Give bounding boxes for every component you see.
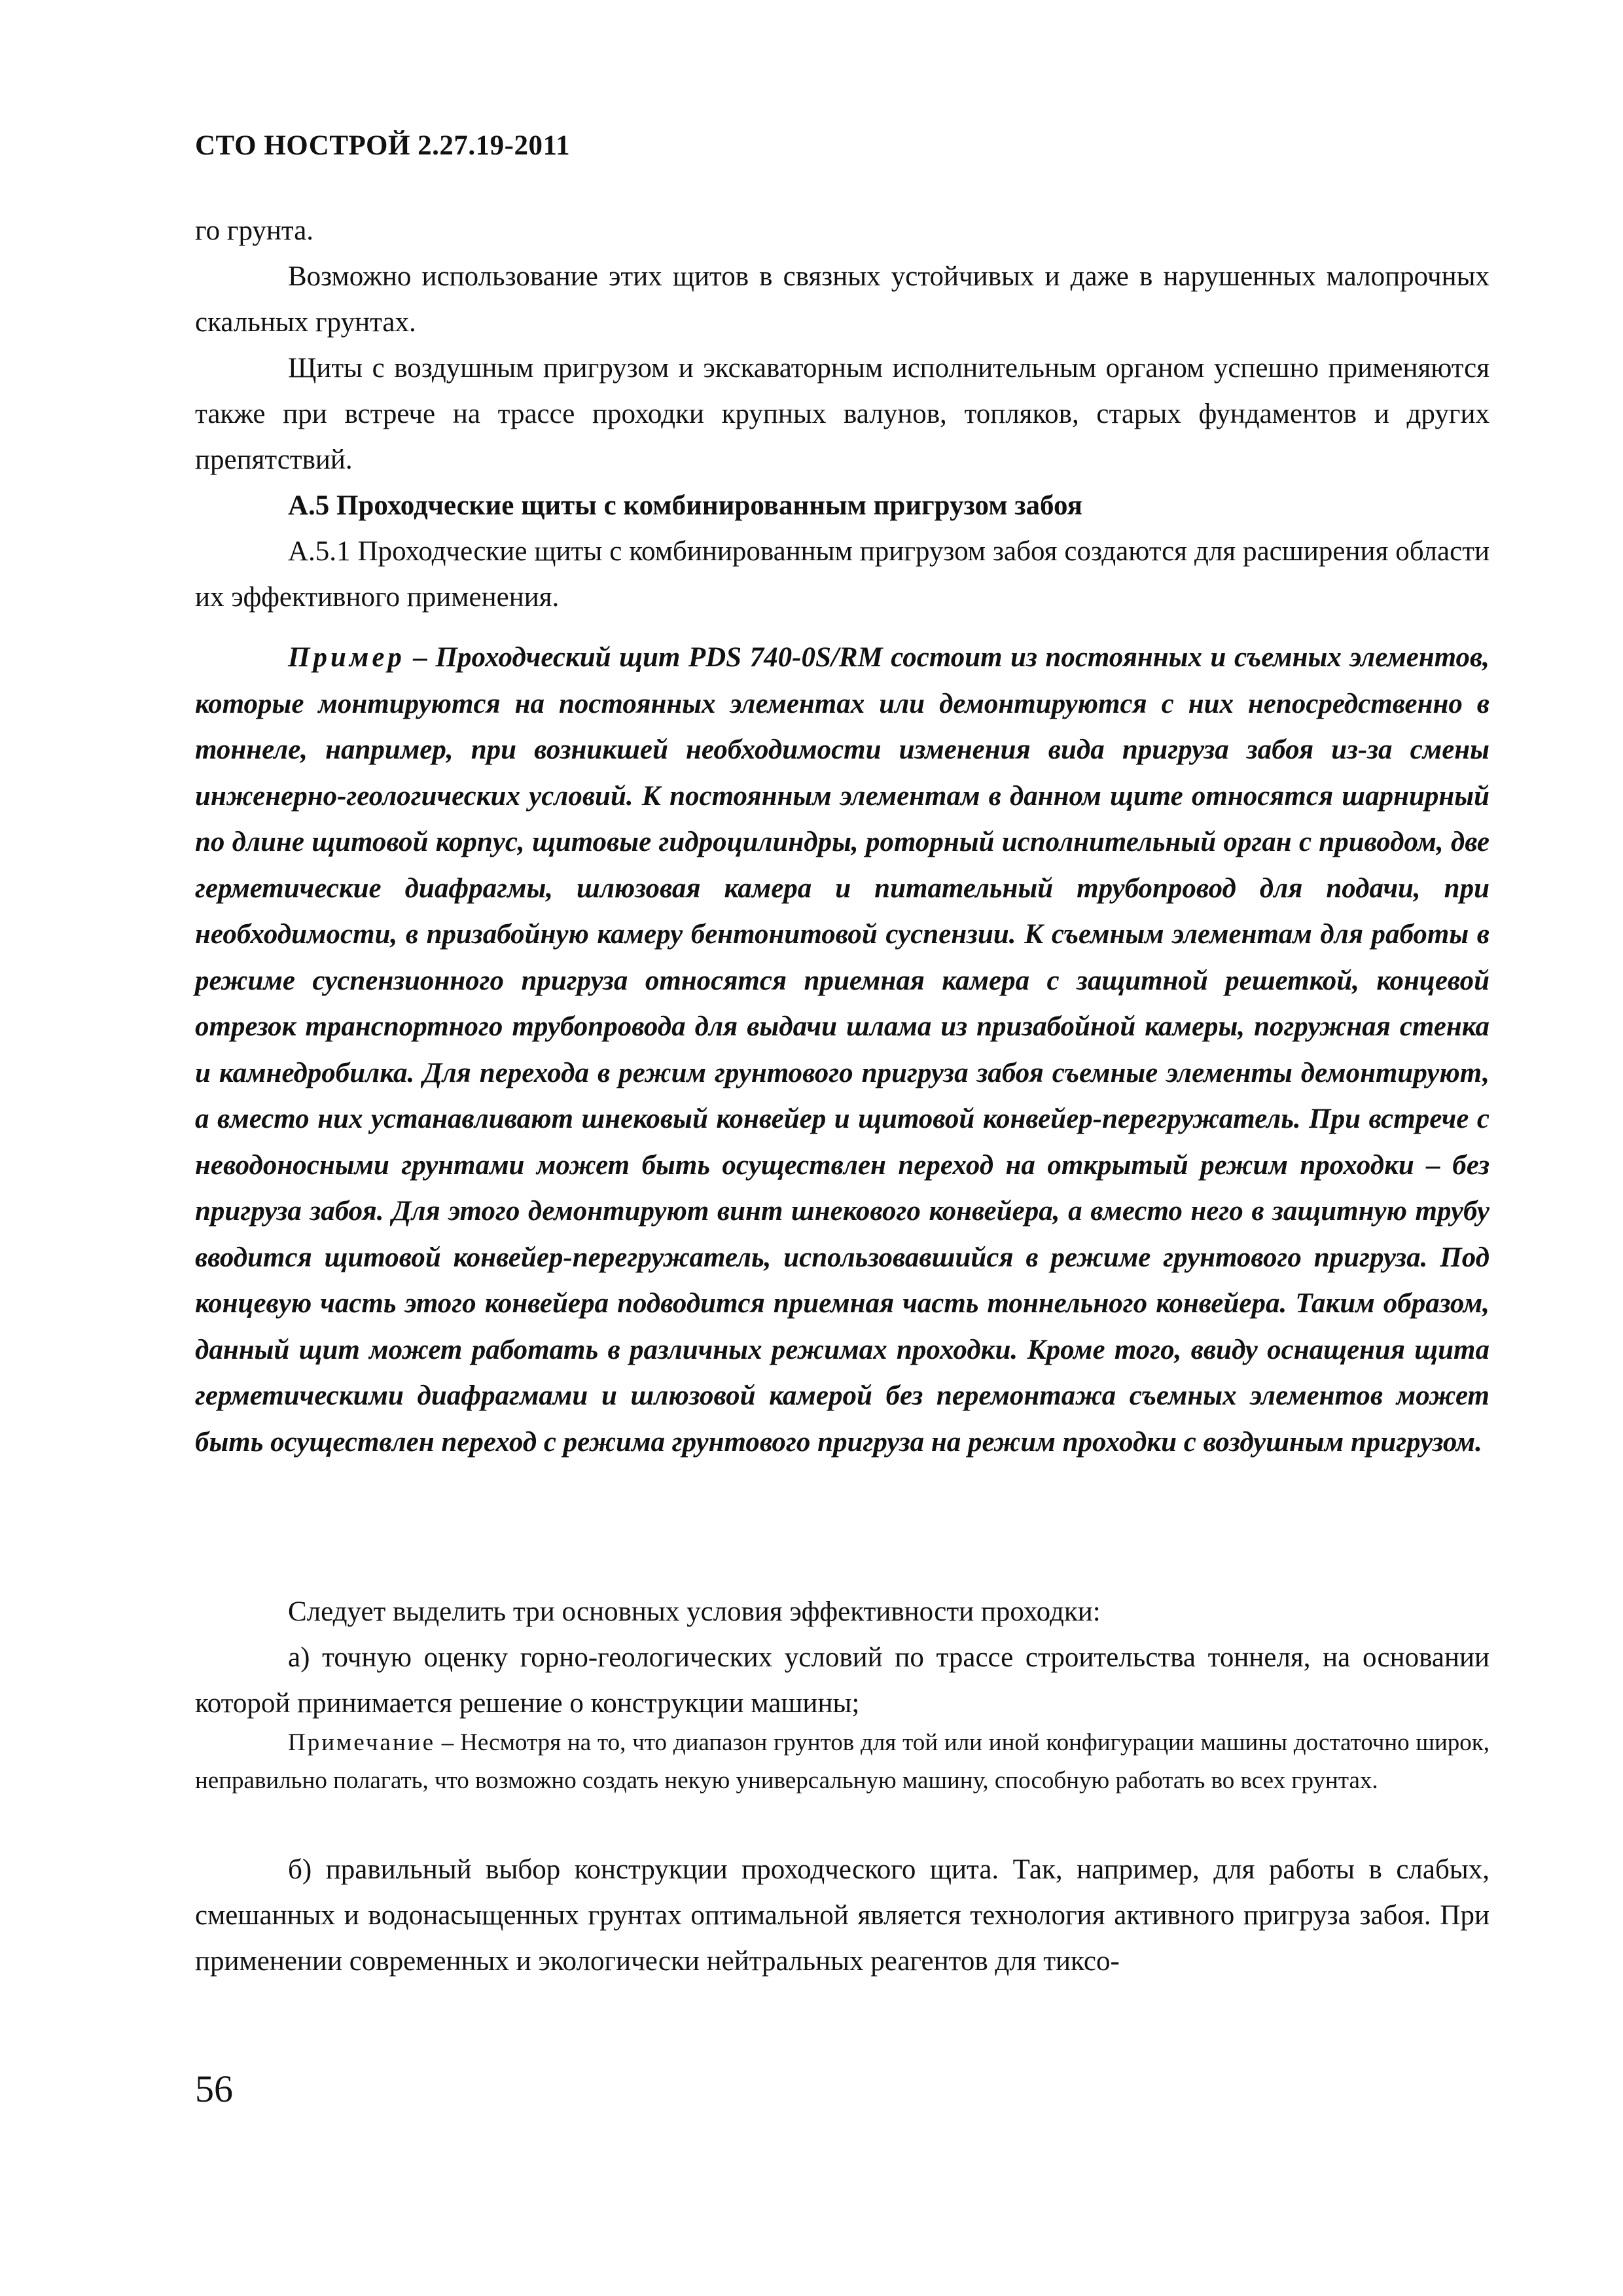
example-text: – Проходческий щит PDS 740-0S/RM состоит из постоянных и съемных элементов, которые монтируются на постоянных элементах или демонтируются с них непосредственно в тоннеле, например, при возникшей необходимости изменения вида пригруза забоя из-за смены инженерно-геологических условий. К постоянным элементам в данном щите относятся шарнирный по длине щитовой корпус, щитовые гидроцилиндры, роторный исполнительный орган с приводом, две герметические диафрагмы, шлюзовая камера и питательный трубопровод для подачи, при необходимости, в призабойную камеру бентонитовой суспензии. К съемным элементам для работы в режиме суспензионного пригруза относятся приемная камера с защитной решеткой, концевой отрезок транспортного трубопровода для выдачи шлама из призабойной камеры, погружная стенка и камнедробилка. Для перехода в режим грунтового пригруза забоя съемные элементы демонтируют, а вместо них устанавливают шнековый конвейер и щитовой конвейер-перегружатель. При встрече с неводоносными грунтами может быть осуществлен переход на открытый режим проходки – без пригруза забоя. Для этого демонтируют винт шнекового конвейера, а вместо него в защитную трубу вводится щитовой конвейер-перегружатель, использовавшийся в режиме грунтового пригруза. Под концевую часть этого конвейера подводится приемная часть тоннельного конвейера. Таким образом, данный щит может работать в различных режимах проходки. Кроме того, ввиду оснащения щита герметическими диафрагмами и шлюзовой камерой без перемонтажа съемных элементов может быть осуществлен переход с режима грунтового пригруза на режим проходки с воздушным пригрузом.	[195, 642, 1489, 1458]
page-number: 56	[195, 2068, 233, 2110]
paragraph-air-pressure-shields: Щиты с воздушным пригрузом и экскаваторным исполнительным органом успешно применяются также при встрече на трассе проходки крупных валунов, топляков, старых фундаментов и других препятствий.	[195, 353, 1489, 475]
paragraph-continuation: го грунта.	[195, 215, 314, 246]
section-heading-a5: А.5 Проходческие щиты с комбинированным пригрузом забоя	[288, 490, 1082, 521]
list-item-b: б) правильный выбор конструкции проходческого щита. Так, например, для работы в слабых, смешанных и водонасыщенных грунтах оптимальной является технология активного пригруза забоя. При применении современных и экологически нейтральных реагентов для тиксо-	[195, 1854, 1489, 1977]
example-block	[195, 635, 1489, 1465]
paragraph-conditions-intro: Следует выделить три основных условия эффективности проходки:	[288, 1596, 1101, 1627]
list-item-a: а) точную оценку горно-геологических условий по трассе строительства тоннеля, на основании которой принимается решение о конструкции машины;	[195, 1642, 1489, 1719]
example-label: Пример	[288, 642, 405, 673]
intro-paragraphs	[195, 208, 1489, 620]
document-code-header: СТО НОСТРОЙ 2.27.19-2011	[195, 130, 571, 161]
example-paragraph	[195, 635, 1489, 1465]
conditions-block	[195, 1589, 1489, 1727]
note-label: Примечание	[288, 1729, 435, 1756]
list-item-b-block	[195, 1847, 1489, 1984]
note-block	[195, 1724, 1489, 1800]
paragraph-rock-soils: Возможно использование этих щитов в связных устойчивых и даже в нарушенных малопрочных скальных грунтах.	[195, 261, 1489, 338]
paragraph-a5-1: А.5.1 Проходческие щиты с комбинированным пригрузом забоя создаются для расширения области их эффективного применения.	[195, 536, 1489, 613]
note-paragraph	[195, 1724, 1489, 1800]
note-text: – Несмотря на то, что диапазон грунтов для той или иной конфигурации машины достаточно широк, неправильно полагать, что возможно создать некую универсальную машину, способную работать во всех грунтах.	[195, 1729, 1489, 1794]
